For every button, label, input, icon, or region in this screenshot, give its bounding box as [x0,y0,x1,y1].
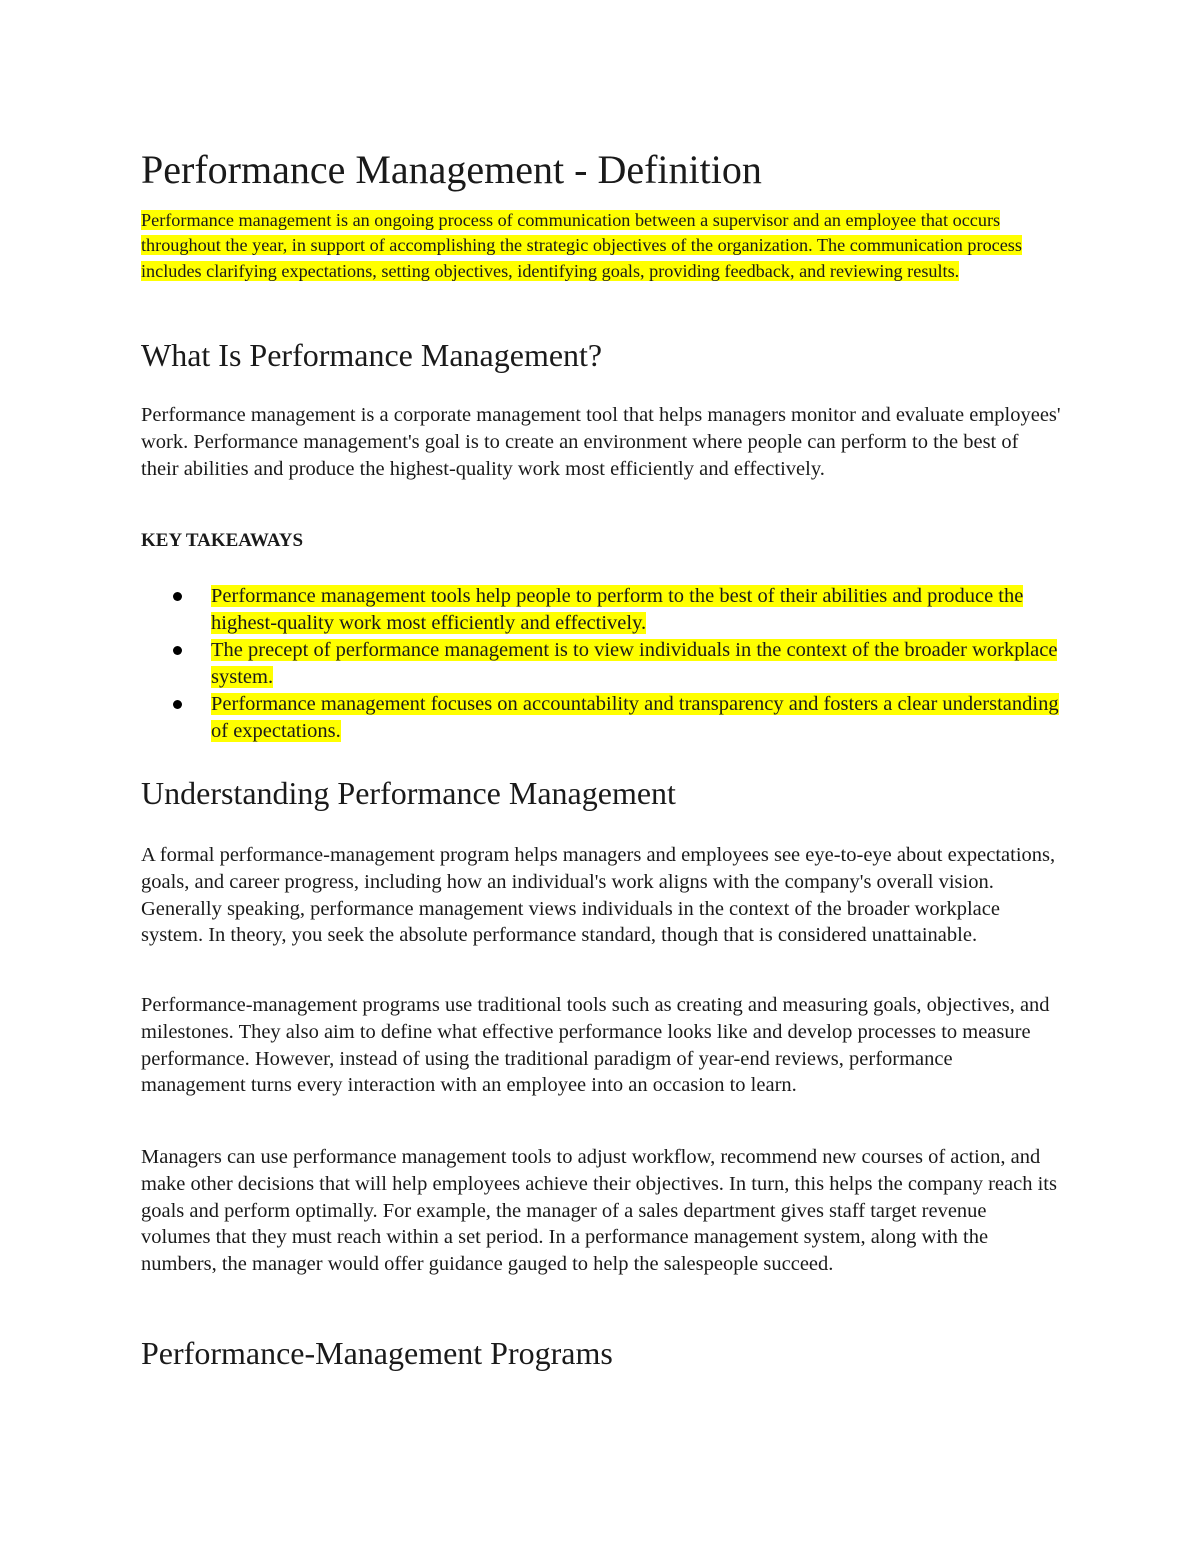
bullet-icon [173,646,182,655]
section-heading-what-is: What Is Performance Management? [141,337,603,373]
what-is-paragraph: Performance management is a corporate management tool that helps managers monitor and evaluate employees' work. Performance management's goal is to create an environment where people can perform to the best of their abilities and produce the highest-quality work most efficiently and effectively. [141,404,1061,480]
section-heading-programs: Performance-Management Programs [141,1335,613,1371]
section-heading-understanding: Understanding Performance Management [141,775,676,811]
document-title: Performance Management - Definition [141,147,762,192]
takeaway-text: Performance management focuses on accountability and transparency and fosters a clear understanding of expectations. [211,693,1059,742]
understanding-paragraph-1: A formal performance-management program helps managers and employees see eye-to-eye about expectations, goals, and career progress, including how an individual's work aligns with the company's overall vision. Generally speaking, performance management views individuals in the context of the broader workplace system. In theory, you seek the absolute performance standard, though that is considered unattainable. [141,844,1056,947]
definition-paragraph [141,208,1056,284]
key-takeaways-list [173,583,1063,745]
takeaway-text: The precept of performance management is to view individuals in the context of the broader workplace system. [211,639,1058,688]
key-takeaways-heading: KEY TAKEAWAYS [141,530,304,551]
understanding-paragraph-2: Performance-management programs use traditional tools such as creating and measuring goals, objectives, and milestones. They also aim to define what effective performance looks like and develop processes to measure performance. However, instead of using the traditional paradigm of year-end reviews, performance management turns every interaction with an employee into an occasion to learn. [141,994,1050,1097]
list-item [173,637,1063,691]
list-item [173,583,1063,637]
bullet-icon [173,700,182,709]
understanding-paragraph-3: Managers can use performance management tools to adjust workflow, recommend new courses of action, and make other decisions that will help employees achieve their objectives. In turn, this helps the company reach its goals and perform optimally. For example, the manager of a sales department gives staff target revenue volumes that they must reach within a set period. In a performance management system, along with the numbers, the manager would offer guidance gauged to help the salespeople succeed. [141,1146,1057,1276]
bullet-icon [173,592,182,601]
takeaway-text: Performance management tools help people to perform to the best of their abilities and produce the highest-quality work most efficiently and effectively. [211,585,1024,634]
definition-highlight: Performance management is an ongoing process of communication between a supervisor and an employee that occurs throughout the year, in support of accomplishing the strategic objectives of the organization. The communication process includes clarifying expectations, setting objectives, identifying goals, providing feedback, and reviewing results. [141,210,1022,281]
list-item [173,691,1063,745]
